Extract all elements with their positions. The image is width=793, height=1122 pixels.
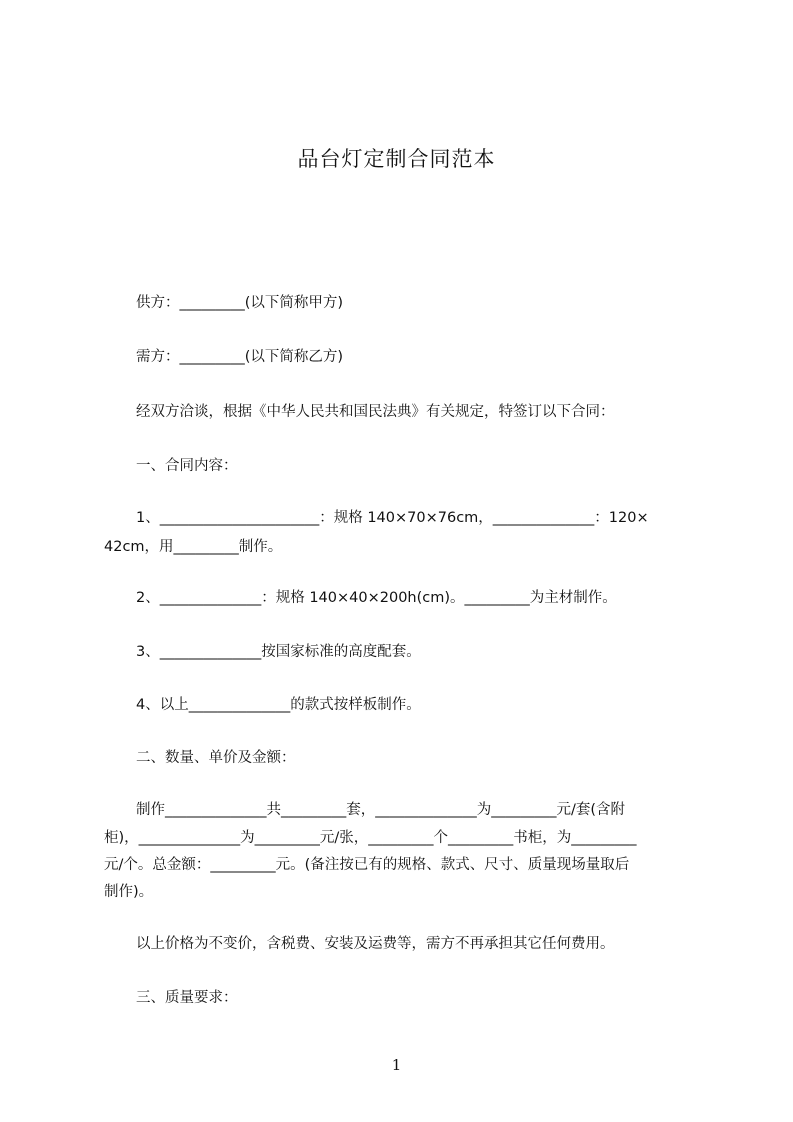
quantity-line-4: 制作)。 xyxy=(104,884,154,900)
section-3-heading: 三、质量要求： xyxy=(136,990,238,1006)
document-title: 品台灯定制合同范本 xyxy=(297,147,496,171)
item-1-line-2: 42cm，用_________制作。 xyxy=(104,539,283,555)
section-1-heading: 一、合同内容： xyxy=(136,458,238,474)
item-3-line: 3、______________按国家标准的高度配套。 xyxy=(136,644,421,660)
buyer-line: 需方：_________(以下简称乙方) xyxy=(136,349,344,365)
item-4-line: 4、以上______________的款式按样板制作。 xyxy=(136,697,421,713)
preamble-line: 经双方洽谈，根据《中华人民共和国民法典》有关规定，特签订以下合同： xyxy=(136,404,615,420)
section-2-heading: 二、数量、单价及金额： xyxy=(136,750,296,766)
quantity-line-2: 柜)，______________为_________元/张，_________个_________书柜，为_________ xyxy=(104,830,637,846)
price-note-line: 以上价格为不变价，含税费、安装及运费等，需方不再承担其它任何费用。 xyxy=(136,936,615,952)
item-2-line: 2、______________：规格 140×40×200h(cm)。_________为主材制作。 xyxy=(136,590,617,606)
page-number: 1 xyxy=(391,1056,402,1074)
quantity-line-1: 制作______________共_________套，______________为_________元/套(含附 xyxy=(136,802,626,818)
supplier-line: 供方：_________(以下简称甲方) xyxy=(136,295,344,311)
quantity-line-3: 元/个。总金额：_________元。(备注按已有的规格、款式、尺寸、质量现场量取后 xyxy=(104,857,630,873)
item-1-line-1: 1、______________________：规格 140×70×76cm，______________：120× xyxy=(136,510,649,526)
